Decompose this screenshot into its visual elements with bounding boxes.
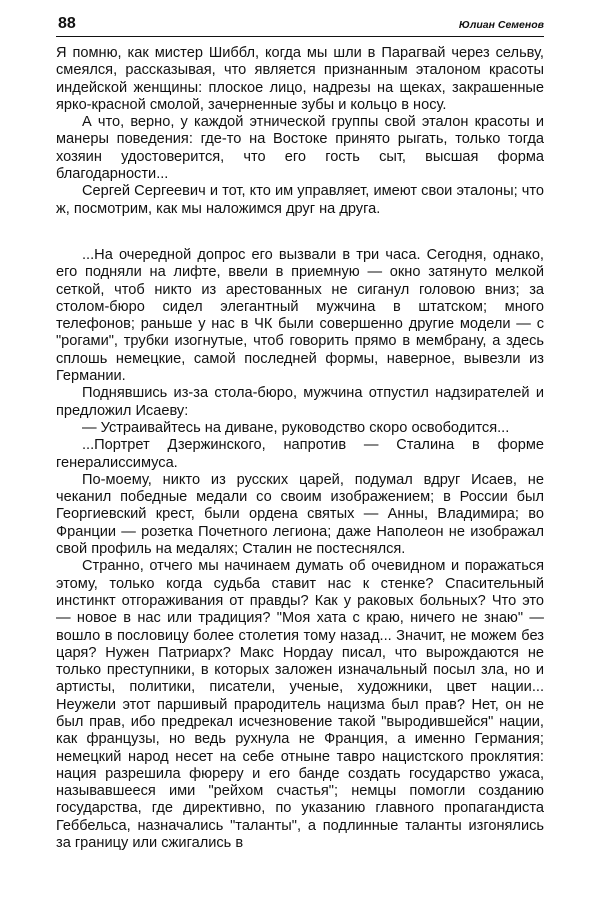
paragraph: ...Портрет Дзержинского, напротив — Сталина в форме генералиссимуса.: [56, 437, 544, 471]
paragraph: Сергей Сергеевич и тот, кто им управляет, имеют свои эталоны; что ж, посмотрим, как мы наложимся друг на друга.: [56, 183, 544, 217]
paragraph: Я помню, как мистер Шиббл, когда мы шли в Парагвай через сельву, смеялся, рассказывая, что является признанным эталоном красоты индейской женщины: плоское лицо, надрезы на щеках, закрашенные ярко-красной смолой, зачерненные зубы и кольцо в носу.: [56, 45, 544, 113]
paragraph: — Устраивайтесь на диване, руководство скоро освободится...: [82, 419, 510, 436]
page-number: 88: [58, 15, 76, 32]
page-body: [56, 45, 544, 852]
running-title: Юлиан Семенов: [458, 19, 544, 31]
paragraph: По-моему, никто из русских царей, подумал вдруг Исаев, не чеканил победные медали со своим изображением; в России был Георгиевский крест, были ордена святых — Анны, Владимира; во Франции — розетка Почетного легиона; даже Наполеон не изображал свой профиль на медалях; Сталин не постеснялся.: [56, 471, 544, 558]
paragraph: А что, верно, у каждой этнической группы свой эталон красоты и манеры поведения: где-то на Востоке принято рыгать, только тогда хозяин удостоверится, что его гость сыт, высшая форма благодарности...: [56, 114, 544, 183]
page-header: [56, 14, 544, 37]
paragraph: Странно, отчего мы начинаем думать об очевидном и поражаться этому, только когда судьба ставит нас к стенке? Спасительный инстинкт отгораживания от правды? Как у раковых больных? Что это — новое в нас или традиция? "Моя хата с краю, ничего не знаю" — вошло в пословицу более столетия тому назад... Значит, не можем без царя? Нужен Патриарх? Макс Нордау писал, что вырождаются не только преступники, в которых заложен изначальный посыл зла, но и артисты, политики, писатели, ученые, художники, цвет нации... Неужели этот паршивый прародитель нацизма был прав? Нет, он не был прав, ибо предрекал исчезновение такой "выродившейся" нации, как французы, но ведь рухнула не Франция, а именно Германия; немецкий народ несет на себе отныне тавро нацистского проклятия: нация разрешила фюреру и его банде создать государство ужаса, называвшееся ими "рейхом счастья"; немцы помогли созданию государства, где директивно, по указанию главного пропагандиста Геббельса, назначались "таланты", а подлинные таланты изгонялись за границу или сжигались в: [56, 558, 544, 852]
paragraph: ...На очередной допрос его вызвали в три часа. Сегодня, однако, его подняли на лифте, ввели в приемную — окно затянуто мелкой сеткой, чтоб никто из арестованных не сиганул головою вниз; за столом-бюро сидел элегантный мужчина в штатском; много телефонов; раньше у нас в ЧК были совершенно другие модели — с "рогами", трубки изогнутые, чтоб говорить прямо в мембрану, а здесь сплошь немецкие, самой последней формы, наверное, вывезли из Германии.: [56, 246, 544, 385]
paragraph: Поднявшись из-за стола-бюро, мужчина отпустил надзирателей и предложил Исаеву:: [56, 385, 544, 419]
section-break: [56, 218, 544, 247]
book-page: [56, 14, 544, 852]
